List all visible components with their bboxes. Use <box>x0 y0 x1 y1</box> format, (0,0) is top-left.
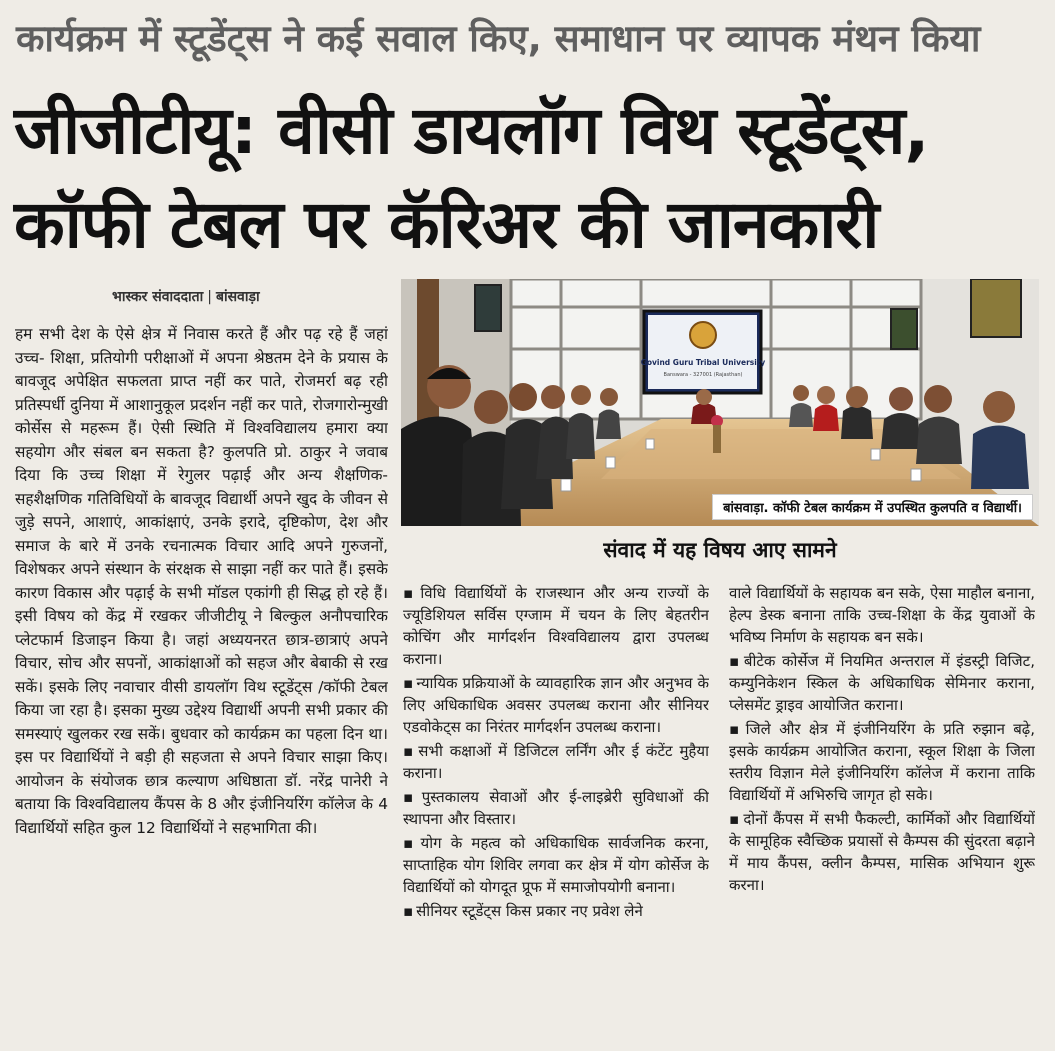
topics-subheading: संवाद में यह विषय आए सामने <box>603 538 837 562</box>
topic-continuation: वाले विद्यार्थियों के सहायक बन सके, ऐसा माहौल बनाना, हेल्प डेस्क बनाना ताकि उच्च-शिक्षा के केंद्र युवाओं के भविष्य निर्माण के सहायक बन सके। <box>729 584 1035 646</box>
byline-place: बांसवाड़ा <box>215 289 260 305</box>
headline-line-1: जीजीटीयू: वीसी डायलॉग विथ स्टूडेंट्स, <box>14 92 929 169</box>
photo-illustration <box>401 279 1039 526</box>
topic-item: ▪ दोनों कैंपस में सभी फैकल्टी, कार्मिकों और विद्यार्थियों के सामूहिक स्वैच्छिक प्रयासों से कैम्पस की सुंदरता बढ़ाने में माय कैंपस, क्लीन कैम्पस, मासिक अभियान शुरू करना। <box>729 808 1035 896</box>
main-headline <box>14 84 1044 272</box>
topic-item: ▪ विधि विद्यार्थियों के राजस्थान और अन्य राज्यों के ज्यूडिशियल सर्विस एग्जाम में चयन के लिए बेहतरीन कोचिंग और मार्गदर्शन विश्वविद्यालय द्वारा उपलब्ध कराना। <box>403 582 709 670</box>
painting-right <box>971 279 1021 337</box>
topic-item: ▪ योग के महत्व को अधिकाधिक सार्वजनिक करना, साप्ताहिक योग शिविर लगवा कर क्षेत्र में योग कोर्सेज के विद्यार्थियों को योगदूत प्रूफ में समाजोपयोगी बनाना। <box>403 832 709 898</box>
news-photo <box>401 279 1039 526</box>
byline <box>112 287 260 306</box>
topics-column-2 <box>729 582 1035 1037</box>
byline-separator: | <box>207 289 212 305</box>
topic-item: ▪ सभी कक्षाओं में डिजिटल लर्निंग और ई कंटेंट मुहैया कराना। <box>403 740 709 784</box>
headline-line-2: कॉफी टेबल पर कॅरिअर की जानकारी <box>14 186 879 263</box>
topic-item: ▪ बीटेक कोर्सेज में नियमित अन्तराल में इंडस्ट्री विजिट, कम्युनिकेशन स्किल के अधिकाधिक सेमिनार कराना, प्लेसमेंट ड्राइव आयोजित कराना। <box>729 650 1035 716</box>
topic-item: ▪ जिले और क्षेत्र में इंजीनियरिंग के प्रति रुझान बढ़े, इसके कार्यक्रम आयोजित कराना, स्कूल शिक्षा के जिला स्तरीय विज्ञान मेले इंजीनियरिंग कॉलेज में कराना ताकि विद्यार्थियों में अभिरुचि जागृत हो सके। <box>729 718 1035 806</box>
kicker-headline: कार्यक्रम में स्टूडेंट्स ने कई सवाल किए, समाधान पर व्यापक मंथन किया <box>16 17 981 60</box>
topic-item: ▪ सीनियर स्टूडेंट्स किस प्रकार नए प्रवेश लेने <box>403 900 709 922</box>
article-body: हम सभी देश के ऐसे क्षेत्र में निवास करते हैं और पढ़ रहे हैं जहां उच्च- शिक्षा, प्रतियोगी परीक्षाओं में अपना श्रेष्ठतम देने के प्रयास के बावजूद अपेक्षित सफलता प्राप्त नहीं कर पाते, रोजमर्रा बढ़ रही प्रतिस्पर्धी दुनिया में आशानुकूल प्रदर्शन नहीं कर पाते, रोजगारोन्मुखी कोर्सेस से महरूम हैं। ऐसी स्थिति में विश्वविद्यालय हमारा क्या सहयोग और संबल बन सकता है? कुलपति प्रो. ठाकुर ने जवाब दिया कि उच्च शिक्षा में रेगुलर पढ़ाई और अन्य शैक्षणिक-सहशैक्षणिक गतिविधियों के बावजूद विद्यार्थी अपने खुद के जीवन से जुड़े सपने, आशाएं, आकांक्षाएं, उनके इरादे, दृष्टिकोण, देश और समाज के बारे में उनके रचनात्मक विचार आदि अपने गुरुजनों, विशेषकर अपने संस्थान के संरक्षक से साझा नहीं कर पाते हैं। इसके कारण विकास और पढ़ाई के सभी मॉडल एकांगी ही सिद्ध हो रहे हैं। इसी विषय को केंद्र में रखकर जीजीटीयू ने बिल्कुल अनौपचारिक प्लेटफार्म डिजाइन किया है। जहां अध्ययनरत छात्र-छात्राएं अपने विचार, सोच और सपनों, आकांक्षाओं को सहज और बेबाकी से रख सकें। इसके लिए नवाचार वीसी डायलॉग विथ स्टूडेंट्स /कॉफी टेबल किया जा रहा है। इसका मुख्य उद्देश्य विद्यार्थी अपनी सभी प्रकार की समस्याएं खुलकर रख सकें। बुधवार को कार्यक्रम का पहला दिन था। इस पर विद्यार्थियों ने बड़ी ही सहजता से अपने विचार साझा किए। आयोजन के संयोजक छात्र कल्याण अधिष्ठाता डॉ. नरेंद्र पानेरी ने बताया कि विश्वविद्यालय कैंपस के 8 और इंजीनियरिंग कॉलेज के 4 विद्यार्थियों सहित कुल 12 विद्यार्थियों ने सहभागिता की। <box>15 325 388 837</box>
painting-left <box>475 285 501 331</box>
photo-caption: बांसवाड़ा. कॉफी टेबल कार्यक्रम में उपस्थित कुलपति व विद्यार्थी। <box>712 494 1033 520</box>
screen-university-name: Govind Guru Tribal University <box>640 358 766 367</box>
painting-right-small <box>891 309 917 349</box>
university-logo <box>690 322 716 348</box>
byline-reporter: भास्कर संवाददाता <box>112 289 204 305</box>
topic-item: ▪ न्यायिक प्रक्रियाओं के व्यावहारिक ज्ञान और अनुभव के लिए अधिकाधिक अवसर उपलब्ध कराना और सीनियर एडवोकेट्स का निरंतर मार्गदर्शन उपलब्ध कराना। <box>403 672 709 738</box>
topics-column-1 <box>403 582 709 1037</box>
screen-university-place: Banswara - 327001 (Rajasthan) <box>663 372 743 378</box>
topic-item: ▪ पुस्तकालय सेवाओं और ई-लाइब्रेरी सुविधाओं की स्थापना और विस्तार। <box>403 786 709 830</box>
